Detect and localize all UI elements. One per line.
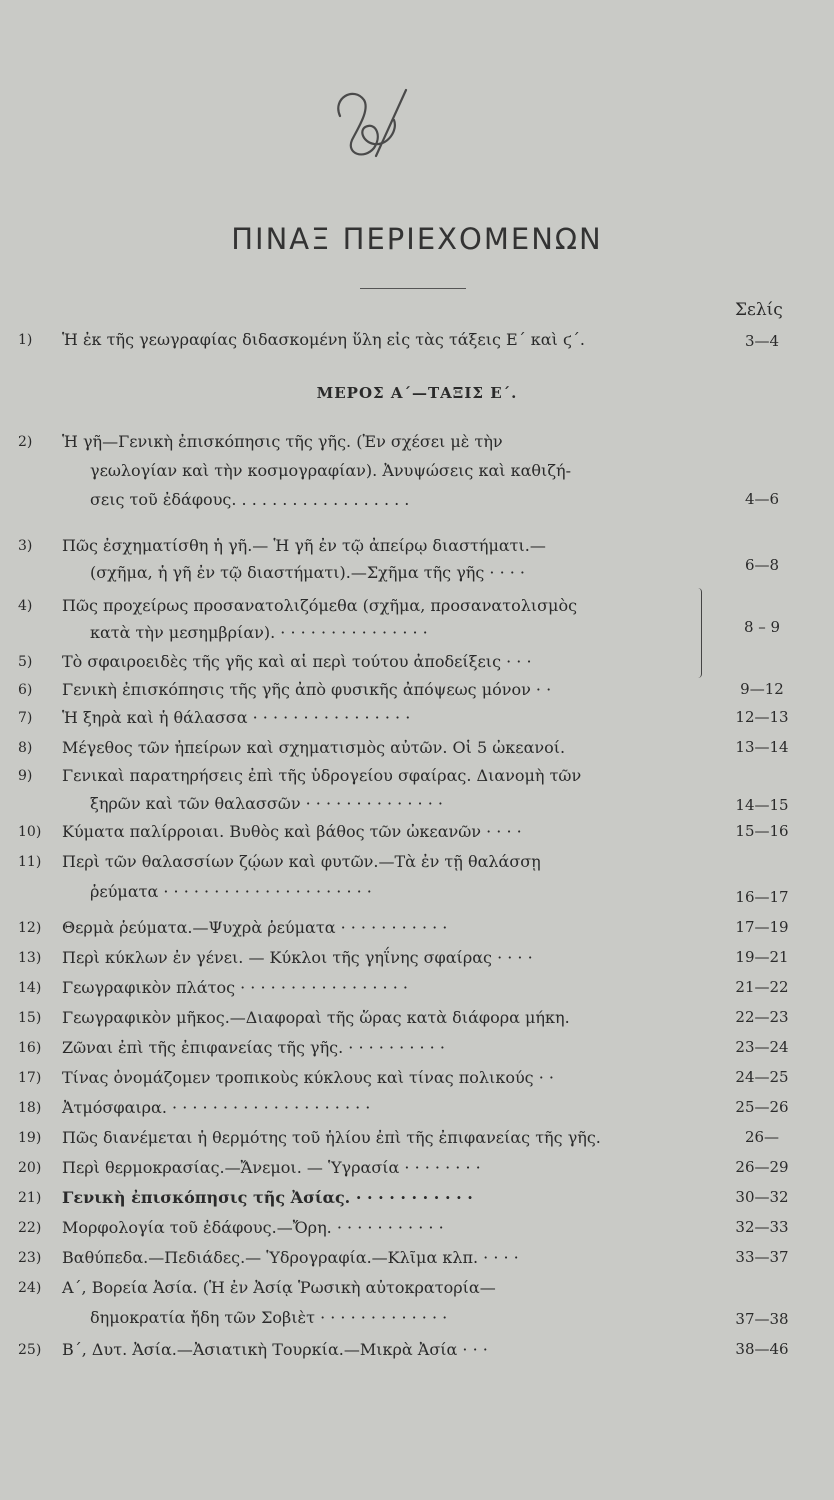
entry-text: Α΄, Βορεία Ἀσία. (Ἡ ἐν Ἀσίᾳ Ῥωσικὴ αὐτοκρατορία— [62,1278,496,1297]
entry-pages: 16—17 [735,888,789,906]
entry-pages: 22—23 [735,1008,789,1026]
entry-pages: 30—32 [735,1188,789,1206]
entry-pages: 4—6 [744,490,780,508]
entry-text: Μέγεθος τῶν ἠπείρων καὶ σχηματισμὸς αὐτῶν. Οἱ 5 ὠκεανοί. [62,738,566,757]
entry-number: 2) [18,434,33,450]
entry-number: 25) [18,1342,42,1358]
pages-column-header: Σελίς [735,300,783,320]
entry-number: 12) [18,920,42,936]
entry-number: 17) [18,1070,42,1086]
entry-pages: 12—13 [735,708,789,726]
entry-text: Περὶ τῶν θαλασσίων ζῴων καὶ φυτῶν.—Τὰ ἐν τῇ θαλάσσῃ [62,852,541,871]
entry-text-line-2: δημοκρατία ἤδη τῶν Σοβιὲτ · · · · · · · · · · · · · [90,1308,448,1327]
entry-text: Πῶς ἐσχηματίσθη ἡ γῆ.— Ἡ γῆ ἐν τῷ ἀπείρῳ διαστήματι.— [62,536,546,555]
entry-number: 11) [18,854,42,870]
entry-number: 16) [18,1040,42,1056]
entry-text: Γεωγραφικὸν πλάτος · · · · · · · · · · · · · · · · · [62,978,408,997]
entry-text: Ἡ ξηρὰ καὶ ἡ θάλασσα · · · · · · · · · · · · · · · · [62,708,411,727]
entry-number: 4) [18,598,33,614]
entry-text-line-2: κατὰ τὴν μεσημβρίαν). · · · · · · · · · · · · · · · [90,623,428,642]
entry-number: 14) [18,980,42,996]
entry-pages: 8 – 9 [743,618,781,636]
brace-bracket [693,588,702,678]
entry-number: 21) [18,1190,42,1206]
entry-pages: 26—29 [735,1158,789,1176]
entry-text: Πῶς προχείρως προσανατολιζόμεθα (σχῆμα, προσανατολισμὸς [62,596,578,615]
entry-number: 24) [18,1280,42,1296]
entry-pages: 9—12 [740,680,784,698]
entry-text: Βαθύπεδα.—Πεδιάδες.— Ὑδρογραφία.—Κλῖμα κλπ. · · · · [62,1248,519,1267]
entry-number: 15) [18,1010,42,1026]
entry-text: Γενικὴ ἐπισκόπησις τῆς γῆς ἀπὸ φυσικῆς ἀπόψεως μόνον · · [62,680,552,699]
entry-text-line-3: σεις τοῦ ἐδάφους. . . . . . . . . . . . . . . . . . [90,490,410,509]
entry-text-line-2: ξηρῶν καὶ τῶν θαλασσῶν · · · · · · · · · · · · · · [90,794,443,813]
entry-text: Ἡ γῆ—Γενικὴ ἐπισκόπησις τῆς γῆς. (Ἐν σχέσει μὲ τὴν [62,432,503,451]
entry-text-line-2: (σχῆμα, ἡ γῆ ἐν τῷ διαστήματι).—Σχῆμα τῆς γῆς · · · · [90,563,525,582]
title-divider [360,288,466,289]
entry-pages: 26— [744,1128,780,1146]
entry-text: Τίνας ὀνομάζομεν τροπικοὺς κύκλους καὶ τίνας πολικούς · · [62,1068,554,1087]
entry-number: 6) [18,682,33,698]
entry-pages: 21—22 [735,978,789,996]
entry-number: 22) [18,1220,42,1236]
entry-pages: 38—46 [735,1340,789,1358]
entry-number: 1) [18,332,33,348]
entry-number: 13) [18,950,42,966]
handwritten-monogram [318,70,428,180]
entry-number: 23) [18,1250,42,1266]
entry-pages: 6—8 [744,556,780,574]
entry-text: Πῶς διανέμεται ἡ θερμότης τοῦ ἡλίου ἐπὶ τῆς ἐπιφανείας τῆς γῆς. [62,1128,601,1147]
entry-text: Γενικαὶ παρατηρήσεις ἐπὶ τῆς ὑδρογείου σφαίρας. Διανομὴ τῶν [62,766,582,785]
entry-text: Γεωγραφικὸν μῆκος.—Διαφοραὶ τῆς ὥρας κατὰ διάφορα μήκη. [62,1008,570,1027]
entry-text: Κύματα παλίρροιαι. Βυθὸς καὶ βάθος τῶν ὠκεανῶν · · · · [62,822,522,841]
entry-text: Θερμὰ ῥεύματα.—Ψυχρὰ ῥεύματα · · · · · · · · · · · [62,918,448,937]
entry-text: Περὶ θερμοκρασίας.—Ἄνεμοι. — Ὑγρασία · · · · · · · · [62,1158,481,1177]
entry-text-line-2: ῥεύματα · · · · · · · · · · · · · · · · · · · · · [90,882,372,901]
entry-number: 5) [18,654,33,670]
page-title: ΠΙΝΑΞ ΠΕΡΙΕΧΟΜΕΝΩΝ [231,222,603,256]
entry-number: 19) [18,1130,42,1146]
entry-number: 20) [18,1160,42,1176]
entry-number: 18) [18,1100,42,1116]
section-heading: ΜΕΡΟΣ Α΄—ΤΑΞΙΣ Ε΄. [316,384,518,402]
entry-pages: 37—38 [735,1310,789,1328]
entry-number: 10) [18,824,42,840]
entry-pages: 17—19 [735,918,789,936]
entry-text: Περὶ κύκλων ἐν γένει. — Κύκλοι τῆς γηΐνης σφαίρας · · · · [62,948,533,967]
entry-number: 9) [18,768,33,784]
entry-pages: 23—24 [735,1038,789,1056]
entry-text: Ἀτμόσφαιρα. · · · · · · · · · · · · · · · · · · · · [62,1098,371,1117]
entry-text: Ζῶναι ἐπὶ τῆς ἐπιφανείας τῆς γῆς. · · · · · · · · · · [62,1038,445,1057]
entry-text: Τὸ σφαιροειδὲς τῆς γῆς καὶ αἱ περὶ τούτου ἀποδείξεις · · · [62,652,532,671]
entry-number: 7) [18,710,33,726]
entry-pages: 24—25 [735,1068,789,1086]
entry-pages: 19—21 [735,948,789,966]
entry-pages: 13—14 [735,738,789,756]
entry-text: Ἡ ἐκ τῆς γεωγραφίας διδασκομένη ὕλη εἰς τὰς τάξεις Ε΄ καὶ ϛ΄. [62,330,586,349]
entry-pages: 32—33 [735,1218,789,1236]
entry-text: Μορφολογία τοῦ ἐδάφους.—Ὄρη. · · · · · · · · · · · [62,1218,444,1237]
entry-pages: 25—26 [735,1098,789,1116]
entry-pages: 14—15 [735,796,789,814]
entry-number: 8) [18,740,33,756]
entry-pages: 15—16 [735,822,789,840]
entry-number: 3) [18,538,33,554]
entry-text: Γενικὴ ἐπισκόπησις τῆς Ἀσίας. · · · · · · · · · · · [62,1188,473,1207]
entry-pages: 33—37 [735,1248,789,1266]
entry-pages: 3—4 [744,332,780,350]
entry-text-line-2: γεωλογίαν καὶ τὴν κοσμογραφίαν). Ἀνυψώσεις καὶ καθιζή- [90,461,571,480]
entry-text: Β΄, Δυτ. Ἀσία.—Ἀσιατικὴ Τουρκία.—Μικρὰ Ἀσία · · · [62,1340,488,1359]
